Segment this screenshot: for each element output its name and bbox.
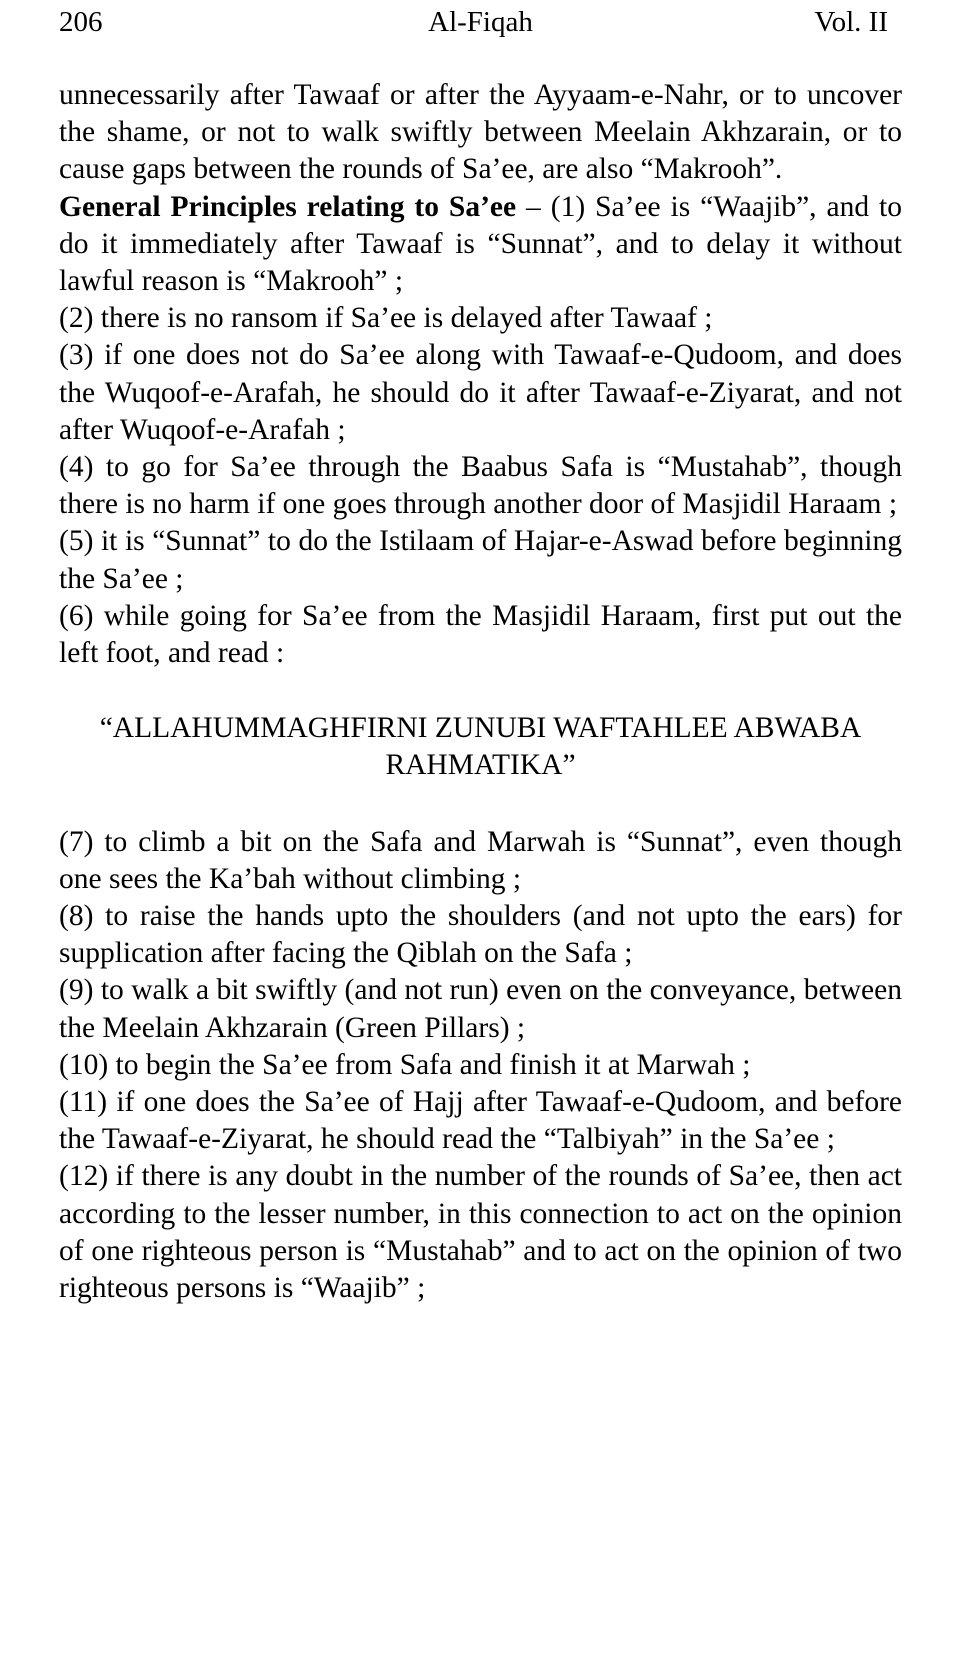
- list-item-4: (4) to go for Sa’ee through the Baabus Safa is “Mustahab”, though there is no harm if one goes through another door of Masjidil Haraam ;: [59, 451, 902, 521]
- paragraph: unnecessarily after Tawaaf or after the Ayyaam-e-Nahr, or to uncover the shame, or not to walk swiftly between Meelain Akhzarain, or to cause gaps between the rounds of Sa’ee, are also “Makrooh”.: [59, 79, 902, 186]
- list-item-7: (7) to climb a bit on the Safa and Marwah is “Sunnat”, even though one sees the Ka’bah without climbing ;: [59, 825, 902, 895]
- supplication-block: [59, 710, 902, 784]
- section-intro: – (1) Sa’ee is “Waajib”, and to do it immediately after Tawaaf is “Sunnat”, and to delay it without lawful reason is “Makrooh” ;: [59, 190, 903, 298]
- page-body: [59, 77, 902, 1307]
- list-item-8: (8) to raise the hands upto the shoulders (and not upto the ears) for supplication after facing the Qiblah on the Safa ;: [59, 900, 902, 970]
- list-item-2: (2) there is no ransom if Sa’ee is delayed after Tawaaf ;: [59, 302, 713, 335]
- volume-label: Vol. II: [814, 6, 888, 38]
- list-item-3: (3) if one does not do Sa’ee along with Tawaaf-e-Qudoom, and does the Wuqoof-e-Arafah, he should do it after Tawaaf-e-Ziyarat, and not after Wuqoof-e-Arafah ;: [59, 339, 902, 446]
- list-item-6: (6) while going for Sa’ee from the Masjidil Haraam, first put out the left foot, and read :: [59, 599, 902, 670]
- book-title: Al-Fiqah: [428, 6, 533, 38]
- list-item-10: (10) to begin the Sa’ee from Safa and finish it at Marwah ;: [59, 1048, 751, 1081]
- list-item-12: (12) if there is any doubt in the number of the rounds of Sa’ee, then act according to the lesser number, in this connection to act on the opinion of one righteous person is “Mustahab” and to act on the opinion of two righteous persons is “Waajib” ;: [59, 1160, 902, 1305]
- supplication-line-2: RAHMATIKA”: [385, 749, 576, 782]
- list-item-9: (9) to walk a bit swiftly (and not run) even on the conveyance, between the Meelain Akhzarain (Green Pillars) ;: [59, 974, 902, 1044]
- section-heading: General Principles relating to Sa’ee: [59, 190, 517, 223]
- list-item-11: (11) if one does the Sa’ee of Hajj after Tawaaf-e-Qudoom, and before the Tawaaf-e-Ziyarat, he should read the “Talbiyah” in the Sa’ee ;: [59, 1086, 902, 1156]
- running-header: [59, 4, 902, 44]
- list-item-5: (5) it is “Sunnat” to do the Istilaam of Hajar-e-Aswad before beginning the Sa’ee ;: [59, 525, 902, 595]
- page-number: 206: [59, 6, 103, 38]
- book-page: [59, 0, 902, 1307]
- supplication-line-1: “ALLAHUMMAGHFIRNI ZUNUBI WAFTAHLEE ABWABA: [99, 712, 862, 745]
- section-paragraph: [59, 189, 902, 301]
